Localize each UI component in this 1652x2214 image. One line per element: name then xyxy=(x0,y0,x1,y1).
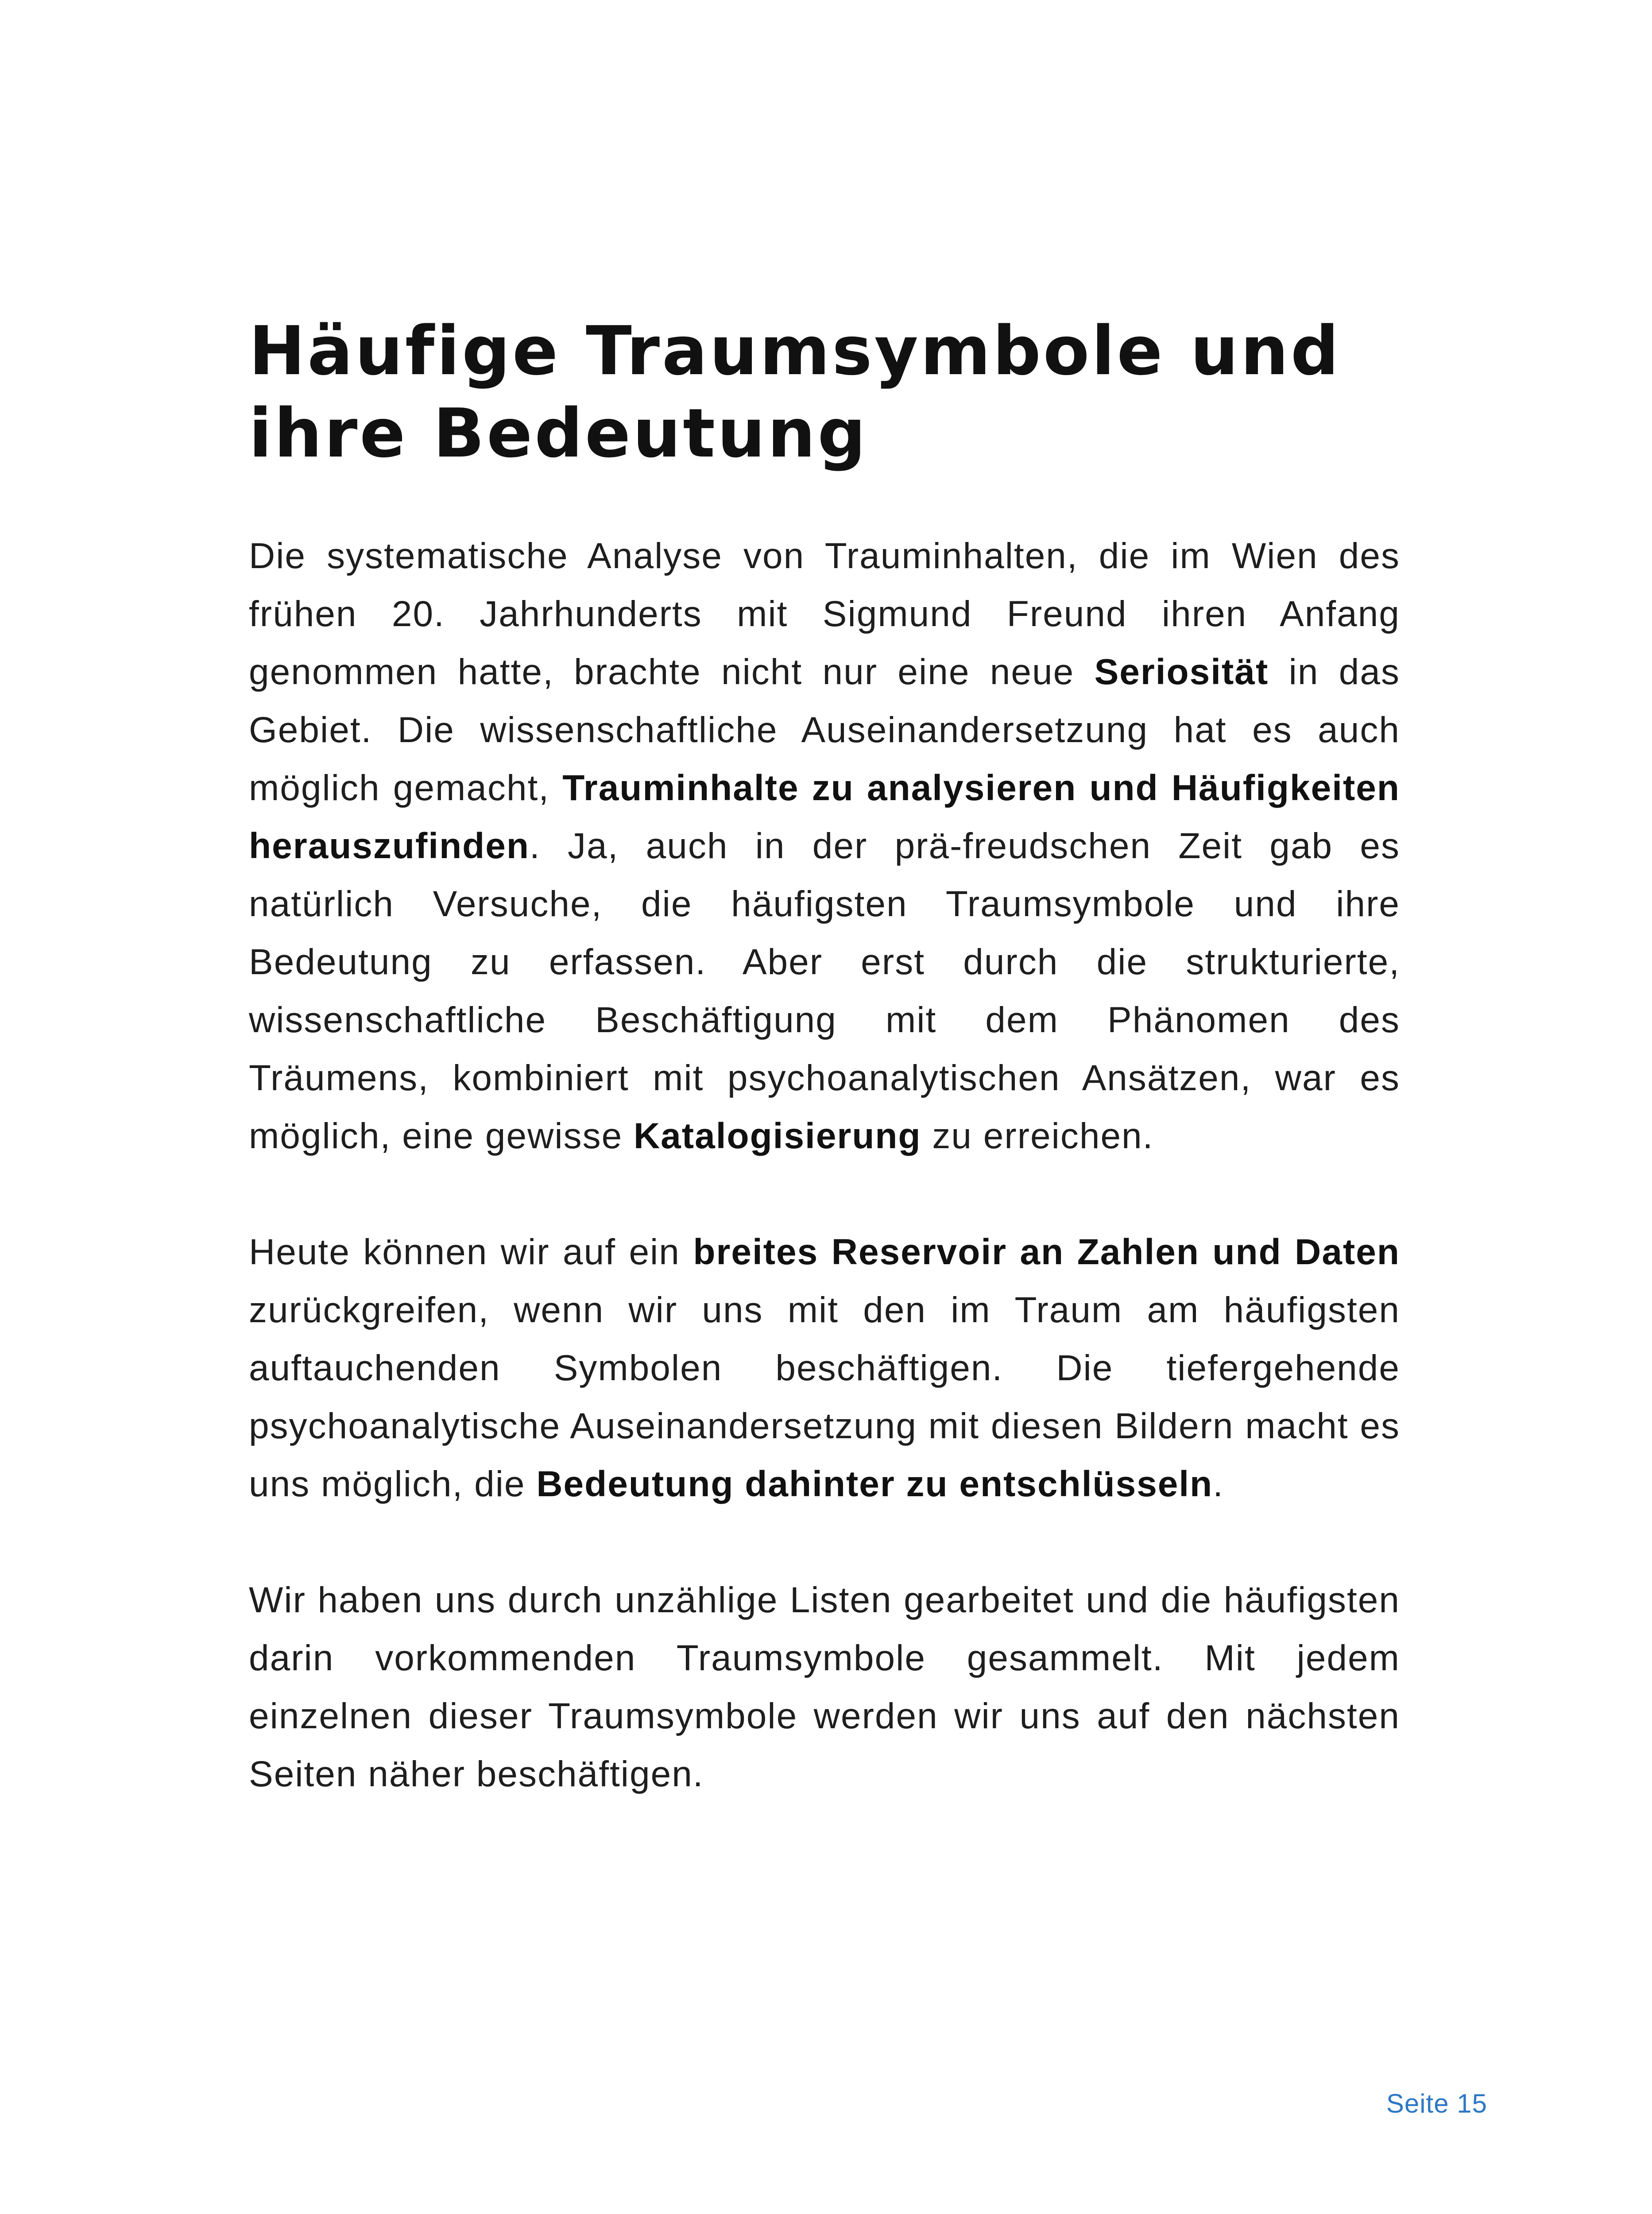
page-title-line-2: ihre Bedeutung xyxy=(249,394,868,472)
paragraph-2 xyxy=(249,1223,1400,1513)
paragraph-1-emphasis-katalogisierung: Katalogisierung xyxy=(633,1116,921,1156)
paragraph-2-text: Heute können wir auf ein xyxy=(249,1232,693,1272)
paragraph-3 xyxy=(249,1571,1400,1803)
paragraph-1-text: . Ja, auch in der prä-freudschen Zeit gab es natürlich Versuche, die häufigsten Traumsymbole und ihre Bedeutung zu erfassen. Aber erst durch die strukturierte, wissenschaftliche Beschäftigung mit dem Phänomen des Träumens, kombiniert mit psychoanalytischen Ansätzen, war es möglich, eine gewisse xyxy=(249,826,1400,1156)
paragraph-1-text: in das Gebiet. Die wissenschaftliche Auseinandersetzung hat es auch möglich gemacht, xyxy=(249,652,1400,808)
paragraph-1-text: zu erreichen. xyxy=(921,1116,1154,1156)
page-content xyxy=(249,310,1400,1803)
paragraph-1-emphasis-seriositaet: Seriosität xyxy=(1094,652,1269,692)
page-title-line-1: Häufige Traumsymbole und xyxy=(249,312,1341,390)
paragraph-1-text: Die systematische Analyse von Trauminhalten, die im Wien des frühen 20. Jahrhunderts mit Sigmund Freund ihren Anfang genommen hatte, brachte nicht nur eine neue xyxy=(249,536,1400,692)
page-title xyxy=(249,310,1400,475)
paragraph-2-emphasis-bedeutung: Bedeutung dahinter zu entschlüsseln xyxy=(536,1464,1213,1504)
page-number: Seite 15 xyxy=(1386,2089,1487,2118)
paragraph-3-text: Wir haben uns durch unzählige Listen gearbeitet und die häufigsten darin vorkommenden Traumsymbole gesammelt. Mit jedem einzelnen dieser Traumsymbole werden wir uns auf den nächsten Seiten näher beschäftigen. xyxy=(249,1580,1400,1794)
paragraph-2-emphasis-reservoir: breites Reservoir an Zahlen und Daten xyxy=(693,1232,1400,1272)
paragraph-1-emphasis-trauminhalte: Trauminhalte zu analysieren und Häufigkeiten herauszufinden xyxy=(249,768,1400,866)
paragraph-2-text: zurückgreifen, wenn wir uns mit den im Traum am häufigsten auftauchenden Symbolen beschäftigen. Die tiefergehende psychoanalytische Auseinandersetzung mit diesen Bildern macht es uns möglich, die xyxy=(249,1290,1400,1504)
paragraph-1 xyxy=(249,527,1400,1165)
paragraph-2-text: . xyxy=(1213,1464,1224,1504)
